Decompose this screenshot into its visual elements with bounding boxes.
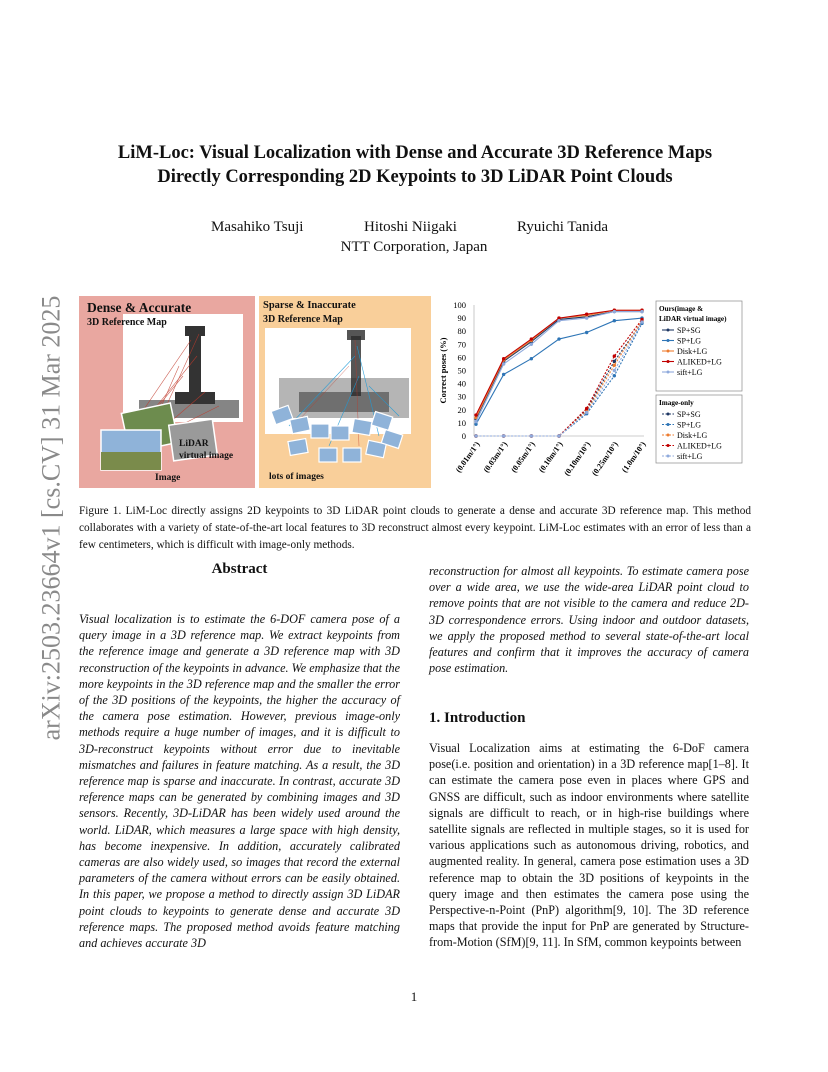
abstract-heading: Abstract	[211, 561, 268, 577]
data-point	[613, 374, 616, 377]
x-tick-label: (0.10m/10°)	[562, 439, 593, 478]
panel-dense-subtitle: 3D Reference Map	[87, 317, 167, 328]
data-point	[502, 362, 505, 365]
legend-entry: ALIKED+LG	[677, 441, 722, 451]
y-tick-label: 0	[461, 431, 466, 441]
legend-group-title: Ours(image &	[659, 305, 704, 313]
paper-title	[90, 141, 740, 189]
series-line	[476, 310, 642, 415]
data-point	[557, 434, 560, 437]
y-tick-label: 100	[453, 300, 466, 310]
y-tick-label: 50	[457, 365, 466, 376]
figure-caption: Figure 1. LiM-Loc directly assigns 2D keypoints to 3D LiDAR point clouds to generate a dense and accurate 3D reference map. This method collaborates with a variety of state-of-the-art local features to 3D reconstruct almost every keypoint. LiM-Loc estimates with an error of less than a few centimeters, which is difficult with image-only methods.	[79, 505, 751, 551]
legend-entry: SP+SG	[677, 326, 701, 335]
author-name: Masahiko Tsuji	[211, 219, 304, 235]
y-axis-label: Correct poses (%)	[438, 337, 448, 404]
legend-entry: sift+LG	[677, 368, 703, 377]
legend-marker	[667, 434, 670, 437]
section-heading-introduction: 1. Introduction	[429, 710, 526, 726]
x-tick-label: (0.05m/1°)	[509, 439, 537, 475]
data-point	[474, 420, 477, 423]
data-point	[530, 337, 533, 340]
data-point	[640, 320, 643, 323]
x-tick-label: (0.25m/10°)	[589, 439, 620, 478]
panel-sparse-subtitle: 3D Reference Map	[263, 314, 343, 325]
legend-group-title: Image-only	[659, 399, 694, 407]
data-point	[502, 373, 505, 376]
data-point	[585, 411, 588, 414]
legend-marker	[667, 350, 670, 353]
introduction-text: Visual Localization aims at estimating the 6-DoF camera pose(i.e. position and orientation) in a 3D reference map[1–8]. It can estimate the camera pose even in places where GPS and GNSS are difficult, such as indoor environments where satellite signals are difficult to reach, or in high-rise buildings where satellite signals are reflected in multiple stages, so it is used for various applications such as autonomous driving, robotics, and augmented reality. In general, camera pose estimation uses a 3D reference map to obtain the 3D positions of keypoints in the query image and then estimates the camera pose using the Perspective-n-Point (PnP) algorithm[9, 10]. The 3D reference maps that provide the input for PnP are generated by Structure-from-Motion (SfM)[9, 11]. In SfM, common keypoints between	[429, 741, 749, 950]
y-tick-label: 70	[457, 339, 466, 350]
legend-marker	[667, 423, 670, 426]
legend-marker	[667, 444, 670, 447]
abstract-text-right: reconstruction for almost all keypoints. To estimate camera pose over a wide area, we use the wide-area LiDAR point cloud to remove points that are not visible to the camera and reduce 2D-3D correspondence errors. Using indoor and outdoor datasets, we apply the proposed method to several state-of-the-art local features and confirm that it improves the accuracy of camera pose estimation.	[429, 564, 749, 676]
label-lidar-virtual-image: LiDAR virtual image	[179, 439, 234, 461]
figure-panel-dense	[79, 296, 255, 488]
legend-marker	[667, 339, 670, 342]
data-point	[557, 319, 560, 322]
data-point	[613, 354, 616, 357]
legend-entry: ALIKED+LG	[677, 357, 722, 367]
title-line-1: LiM-Loc: Visual Localization with Dense and Accurate 3D Reference Maps	[117, 143, 713, 163]
abstract-text-left: Visual localization is to estimate the 6-DOF camera pose of a query image in a 3D reference map. We extract keypoints from the reference image and generate a 3D reference map with 3D reconstruction of the keypoints in advance. We emphasize that the more keypoints in the 3D reference map and the smaller the error of the 3D positions of the keypoints, the higher the accuracy of the camera pose estimation. However, previous image-only methods require a huge number of images, and it is difficult to 3D-reconstruct keypoints without error due to inevitable mismatches and failures in feature matching. As a result, the 3D reference map is sparse and inaccurate. In contrast, accurate 3D reference maps can be generated by combining images and 3D sensors. Recently, 3D-LiDAR has been widely used around the world. LiDAR, which measures a large space with high density, has become inexpensive. In addition, accurately calibrated cameras are also widely used, so images that record the external parameters of the camera without errors can be easily obtained. In this paper, we propose a method to directly assign 3D LiDAR point clouds to keypoints to generate dense and accurate 3D reference maps. The proposed method avoids feature matching and achieves accurate 3D	[79, 612, 400, 951]
data-point	[585, 331, 588, 334]
label-lots-of-images: lots of images	[269, 472, 324, 482]
series-line	[476, 318, 642, 424]
legend-entry: Disk+LG	[677, 431, 708, 440]
y-tick-label: 90	[457, 313, 466, 324]
data-point	[585, 312, 588, 315]
affiliation: NTT Corporation, Japan	[340, 239, 488, 255]
data-point	[585, 316, 588, 319]
y-tick-label: 80	[457, 326, 466, 337]
x-tick-label: (0.03m/1°)	[481, 439, 510, 475]
data-point	[613, 310, 616, 313]
legend-marker	[667, 371, 670, 374]
y-tick-label: 30	[457, 391, 466, 402]
legend-entry: SP+LG	[677, 336, 702, 346]
data-point	[613, 319, 616, 322]
author-name: Hitoshi Niigaki	[364, 219, 457, 235]
data-point	[474, 434, 477, 437]
data-point	[557, 337, 560, 340]
legend-marker	[667, 329, 670, 332]
legend-marker	[667, 360, 670, 363]
legend-entry: SP+SG	[677, 410, 701, 419]
panel-dense-title: Dense & Accurate	[87, 300, 192, 315]
data-point	[530, 357, 533, 360]
data-point	[530, 434, 533, 437]
x-tick-label: (0.01m/1°)	[453, 439, 482, 475]
y-tick-label: 20	[457, 404, 466, 415]
y-tick-label: 10	[457, 417, 466, 428]
x-tick-label: (1.0m/10°)	[619, 439, 648, 475]
page-number: 1	[410, 989, 418, 1004]
legend-group-title: LiDAR virtual image)	[659, 315, 727, 323]
legend-marker	[667, 455, 670, 458]
label-image: Image	[155, 473, 181, 483]
line-chart	[434, 297, 746, 487]
data-point	[502, 357, 505, 360]
data-point	[585, 407, 588, 410]
data-point	[613, 369, 616, 372]
legend-entry: sift+LG	[677, 452, 703, 461]
figure-panel-sparse	[259, 296, 431, 488]
legend-entry: SP+LG	[677, 420, 702, 430]
legend-marker	[667, 413, 670, 416]
data-point	[640, 310, 643, 313]
data-point	[474, 413, 477, 416]
panel-sparse-title: Sparse & Inaccurate	[263, 300, 356, 311]
data-point	[530, 343, 533, 346]
series-line	[476, 319, 642, 436]
y-tick-label: 60	[457, 352, 466, 363]
y-tick-label: 40	[457, 378, 466, 389]
legend-entry: Disk+LG	[677, 347, 708, 356]
arxiv-identifier: arXiv:2503.23664v1 [cs.CV] 31 Mar 2025	[36, 295, 65, 741]
title-line-2: Directly Corresponding 2D Keypoints to 3D LiDAR Point Clouds	[157, 167, 673, 187]
correct-poses-chart	[434, 297, 746, 487]
data-point	[613, 364, 616, 367]
x-tick-label: (0.10m/1°)	[536, 439, 565, 475]
author-name: Ryuichi Tanida	[517, 219, 608, 235]
data-point	[502, 434, 505, 437]
